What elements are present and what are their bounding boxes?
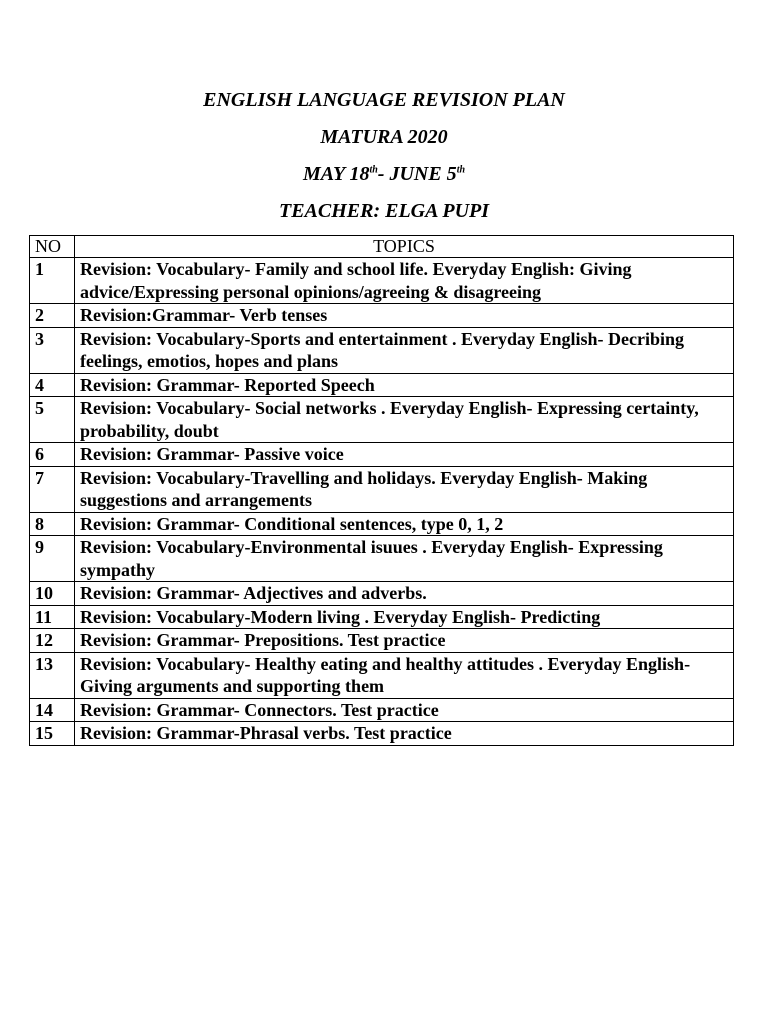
row-number: 14 [30, 698, 75, 722]
row-number: 6 [30, 443, 75, 467]
date-start-suffix: th [369, 164, 378, 176]
row-topic: Revision: Vocabulary-Travelling and holidays. Everyday English- Making suggestions and arrangements [75, 466, 734, 512]
row-topic: Revision: Vocabulary- Social networks . Everyday English- Expressing certainty, probability, doubt [75, 397, 734, 443]
table-row [30, 443, 734, 467]
table-row [30, 397, 734, 443]
table-row [30, 373, 734, 397]
row-topic: Revision: Grammar- Adjectives and adverbs. [75, 582, 734, 606]
table-row [30, 512, 734, 536]
row-topic: Revision:Grammar- Verb tenses [75, 304, 734, 328]
date-middle: - JUNE 5 [377, 163, 457, 185]
row-topic: Revision: Vocabulary-Environmental isuues . Everyday English- Expressing sympathy [75, 536, 734, 582]
document-subtitle: MATURA 2020 [320, 126, 448, 148]
table-row [30, 722, 734, 746]
table-row [30, 327, 734, 373]
revision-plan-table [29, 235, 734, 746]
row-number: 1 [30, 258, 75, 304]
table-row [30, 466, 734, 512]
row-topic: Revision: Vocabulary-Modern living . Everyday English- Predicting [75, 605, 734, 629]
row-number: 3 [30, 327, 75, 373]
row-number: 8 [30, 512, 75, 536]
row-number: 10 [30, 582, 75, 606]
row-topic: Revision: Grammar- Connectors. Test practice [75, 698, 734, 722]
row-topic: Revision: Grammar- Reported Speech [75, 373, 734, 397]
row-number: 13 [30, 652, 75, 698]
table-row [30, 698, 734, 722]
table-row [30, 629, 734, 653]
row-topic: Revision: Vocabulary- Family and school life. Everyday English: Giving advice/Expressing personal opinions/agreeing & disagreeing [75, 258, 734, 304]
table-row [30, 582, 734, 606]
date-start: MAY 18 [302, 163, 370, 185]
row-topic: Revision: Vocabulary- Healthy eating and healthy attitudes . Everyday English- Giving arguments and supporting them [75, 652, 734, 698]
table-header-row [30, 236, 734, 258]
column-header-topics: TOPICS [75, 236, 734, 258]
row-topic: Revision: Vocabulary-Sports and entertainment . Everyday English- Decribing feelings, emotios, hopes and plans [75, 327, 734, 373]
table-row [30, 536, 734, 582]
row-number: 12 [30, 629, 75, 653]
row-topic: Revision: Grammar- Prepositions. Test practice [75, 629, 734, 653]
row-topic: Revision: Grammar- Passive voice [75, 443, 734, 467]
table-row [30, 652, 734, 698]
row-number: 9 [30, 536, 75, 582]
row-number: 4 [30, 373, 75, 397]
document-title: ENGLISH LANGUAGE REVISION PLAN [203, 89, 565, 111]
row-number: 7 [30, 466, 75, 512]
teacher-name: TEACHER: ELGA PUPI [278, 200, 490, 222]
table-body [30, 258, 734, 746]
title-block [0, 86, 768, 234]
table-row [30, 605, 734, 629]
table-row [30, 304, 734, 328]
table-row [30, 258, 734, 304]
column-header-no: NO [30, 236, 75, 258]
row-topic: Revision: Grammar-Phrasal verbs. Test practice [75, 722, 734, 746]
row-topic: Revision: Grammar- Conditional sentences, type 0, 1, 2 [75, 512, 734, 536]
date-range [0, 160, 768, 197]
row-number: 15 [30, 722, 75, 746]
row-number: 11 [30, 605, 75, 629]
row-number: 2 [30, 304, 75, 328]
date-end-suffix: th [456, 164, 466, 176]
row-number: 5 [30, 397, 75, 443]
